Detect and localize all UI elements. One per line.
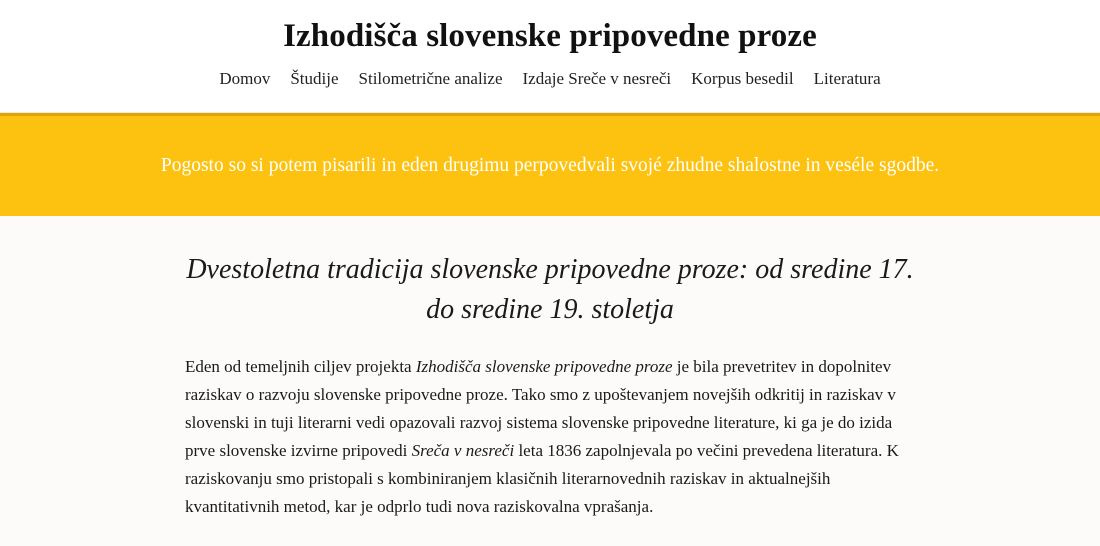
article-body xyxy=(185,353,925,521)
nav-item-domov[interactable]: Domov xyxy=(219,69,271,88)
body-text-2: je bila prevetritev in dopolnitev raziskav o razvoju slovenske pripovedne proze. Tako smo z upoštevanjem novejših odkritij in raziskav v slovenski in tuji literarni vedi opazovali razvoj sistema slovenske pripovedne literature, ki ga je do izida prve slovenske izvirne pripovedi xyxy=(185,357,896,460)
nav-item-izdaje-sreca-v-nesreci[interactable]: Izdaje Sreče v nesreči xyxy=(522,69,672,88)
work-title-italic: Sreča v nesreči xyxy=(411,441,515,460)
body-text-3: leta 1836 zapolnjevala po večini prevedena literatura. K raziskovanju smo pristopali s kombiniranjem klasičnih literarnovednih raziskav in aktualnejših kvantitativnih metod, kar je odprlo tudi nova raziskovalna vprašanja. xyxy=(185,441,899,516)
article-title: Dvestoletna tradicija slovenske pripovedne proze: od sredine 17. do sredine 19. stoletja xyxy=(186,254,914,325)
main-nav xyxy=(0,68,1100,90)
quote-banner xyxy=(0,113,1100,216)
main-content xyxy=(0,216,1100,521)
site-title[interactable]: Izhodišča slovenske pripovedne proze xyxy=(283,18,817,54)
nav-item-literatura[interactable]: Literatura xyxy=(813,69,881,88)
nav-item-korpus-besedil[interactable]: Korpus besedil xyxy=(691,69,794,88)
project-title-italic: Izhodišča slovenske pripovedne proze xyxy=(415,357,673,376)
nav-item-stilometricne-analize[interactable]: Stilometrične analize xyxy=(358,69,503,88)
banner-quote: Pogosto so si potem pisarili in eden drugimu perpovedvali svojé zhudne shalostne in veséle sgodbe. xyxy=(160,155,940,176)
body-text-1: Eden od temeljnih ciljev projekta xyxy=(185,357,416,376)
site-header xyxy=(0,0,1100,113)
nav-item-studije[interactable]: Študije xyxy=(290,69,339,88)
